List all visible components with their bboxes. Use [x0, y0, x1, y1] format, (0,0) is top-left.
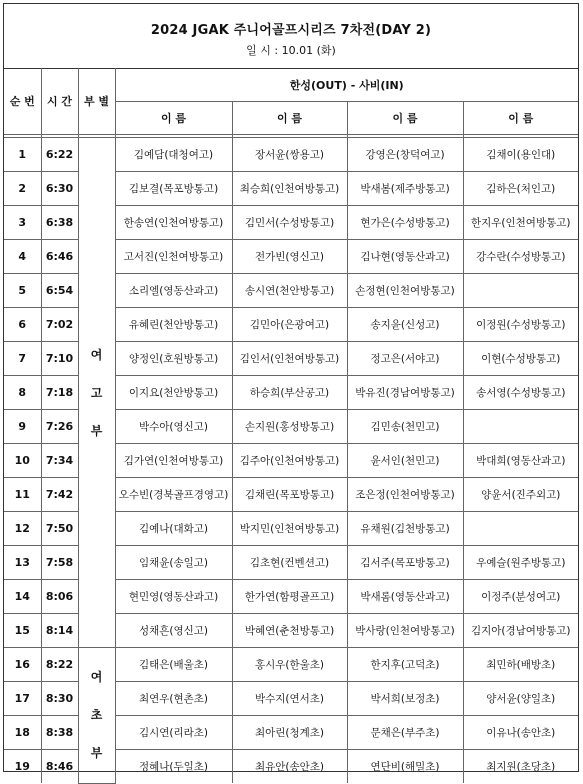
tee-time: 7:10 — [41, 342, 78, 376]
player-name: 김시연(리라초) — [115, 716, 232, 750]
player-name: 김가연(인천여방통고) — [115, 444, 232, 478]
tee-time: 7:18 — [41, 376, 78, 410]
player-name: 최승희(인천여방통고) — [232, 172, 347, 206]
player-name: 박새봄(제주방통고) — [347, 172, 463, 206]
player-name: 송서영(수성방통고) — [463, 376, 578, 410]
player-name: 김초현(컨벤션고) — [232, 546, 347, 580]
division-char: 여 — [90, 347, 103, 362]
name-header: 이 름 — [232, 102, 347, 135]
player-name: 장서윤(쌍용고) — [232, 138, 347, 172]
player-name: 박혜연(춘천방통고) — [232, 614, 347, 648]
tee-time: 7:34 — [41, 444, 78, 478]
player-name: 이유나(송안초) — [463, 716, 578, 750]
tee-time: 7:58 — [41, 546, 78, 580]
player-name: 김주아(인천여방통고) — [232, 444, 347, 478]
order-number: 2 — [4, 172, 41, 206]
player-name: 김민서(수성방통고) — [232, 206, 347, 240]
tee-time: 7:50 — [41, 512, 78, 546]
player-name: 송지윤(신성고) — [347, 308, 463, 342]
player-name: 김인서(인천여방통고) — [232, 342, 347, 376]
order-number: 8 — [4, 376, 41, 410]
player-name: 최지원(초당초) — [463, 750, 578, 784]
player-name: 김서주(목포방통고) — [347, 546, 463, 580]
player-name: 한지후(고덕초) — [347, 648, 463, 682]
player-name: 이지요(천안방통고) — [115, 376, 232, 410]
player-name — [463, 410, 578, 444]
player-name: 양서윤(양일초) — [463, 682, 578, 716]
division-char: 부 — [90, 423, 103, 438]
player-name: 최민하(배방초) — [463, 648, 578, 682]
order-number: 9 — [4, 410, 41, 444]
tee-time: 6:54 — [41, 274, 78, 308]
player-name: 이현(수성방통고) — [463, 342, 578, 376]
table-row — [4, 648, 578, 682]
player-name: 김나현(영동산과고) — [347, 240, 463, 274]
player-name: 성채흔(영신고) — [115, 614, 232, 648]
order-number: 16 — [4, 648, 41, 682]
order-number: 19 — [4, 750, 41, 784]
tee-time: 6:22 — [41, 138, 78, 172]
division-char: 여 — [90, 670, 103, 685]
division-girls-high — [78, 138, 115, 648]
player-name: 김지아(경남여방통고) — [463, 614, 578, 648]
name-header: 이 름 — [463, 102, 578, 135]
player-name: 하승희(부산공고) — [232, 376, 347, 410]
name-header: 이 름 — [347, 102, 463, 135]
player-name: 양정인(호원방통고) — [115, 342, 232, 376]
tee-time: 7:02 — [41, 308, 78, 342]
order-number: 4 — [4, 240, 41, 274]
header-row — [4, 68, 578, 102]
table-row — [4, 138, 578, 172]
player-name: 유혜린(천안방통고) — [115, 308, 232, 342]
player-name: 윤서인(천민고) — [347, 444, 463, 478]
player-name: 한지우(인천여방통고) — [463, 206, 578, 240]
order-number: 17 — [4, 682, 41, 716]
order-number: 12 — [4, 512, 41, 546]
player-name: 조은정(인천여방통고) — [347, 478, 463, 512]
col-order-header: 순 번 — [4, 68, 41, 135]
order-number: 18 — [4, 716, 41, 750]
order-number: 3 — [4, 206, 41, 240]
player-name: 전가빈(영신고) — [232, 240, 347, 274]
player-name: 김예나(대화고) — [115, 512, 232, 546]
player-name: 박지민(인천여방통고) — [232, 512, 347, 546]
division-char: 초 — [90, 708, 103, 723]
player-name — [463, 512, 578, 546]
division-girls-elementary — [78, 648, 115, 784]
division-char: 부 — [90, 746, 103, 761]
order-number: 11 — [4, 478, 41, 512]
tee-time-sheet — [3, 3, 579, 772]
order-number: 5 — [4, 274, 41, 308]
player-name: 김채이(용인대) — [463, 138, 578, 172]
player-name: 홍시우(한울초) — [232, 648, 347, 682]
order-number: 14 — [4, 580, 41, 614]
tee-time: 8:06 — [41, 580, 78, 614]
player-name: 손정현(인천여방통고) — [347, 274, 463, 308]
player-name — [463, 274, 578, 308]
tee-time: 7:42 — [41, 478, 78, 512]
player-name: 이정주(분성여고) — [463, 580, 578, 614]
player-name: 임채윤(송일고) — [115, 546, 232, 580]
tee-time: 8:46 — [41, 750, 78, 784]
name-header: 이 름 — [115, 102, 232, 135]
player-name: 문채은(부주초) — [347, 716, 463, 750]
tee-time-table — [4, 68, 578, 784]
tee-time: 8:30 — [41, 682, 78, 716]
tee-time: 8:14 — [41, 614, 78, 648]
tee-time: 8:22 — [41, 648, 78, 682]
player-name: 한송연(인천여방통고) — [115, 206, 232, 240]
player-name: 박새롬(영동산과고) — [347, 580, 463, 614]
player-name: 한가연(함평골프고) — [232, 580, 347, 614]
tee-time: 7:26 — [41, 410, 78, 444]
player-name: 김예담(대청여고) — [115, 138, 232, 172]
title-box — [4, 4, 578, 69]
event-date: 일 시 : 10.01 (화) — [246, 44, 336, 57]
tee-time: 6:38 — [41, 206, 78, 240]
player-name: 최아린(청계초) — [232, 716, 347, 750]
course-header: 한성(OUT) - 사비(IN) — [115, 68, 578, 102]
player-name: 박유진(경남여방통고) — [347, 376, 463, 410]
order-number: 10 — [4, 444, 41, 478]
player-name: 손지원(홍성방통고) — [232, 410, 347, 444]
player-name: 송시연(천안방통고) — [232, 274, 347, 308]
player-name: 박수아(영신고) — [115, 410, 232, 444]
player-name: 김민송(천민고) — [347, 410, 463, 444]
col-division-header: 부 별 — [78, 68, 115, 135]
player-name: 박대희(영동산과고) — [463, 444, 578, 478]
player-name: 최유안(송안초) — [232, 750, 347, 784]
player-name: 김태은(배울초) — [115, 648, 232, 682]
player-name: 양윤서(진주외고) — [463, 478, 578, 512]
player-name: 유채원(김천방통고) — [347, 512, 463, 546]
player-name: 박서희(보정초) — [347, 682, 463, 716]
order-number: 13 — [4, 546, 41, 580]
player-name: 강영은(창덕여고) — [347, 138, 463, 172]
tee-time: 8:38 — [41, 716, 78, 750]
col-time-header: 시 간 — [41, 68, 78, 135]
player-name: 김보결(목포방통고) — [115, 172, 232, 206]
player-name: 김민아(은광여고) — [232, 308, 347, 342]
order-number: 7 — [4, 342, 41, 376]
player-name: 이정원(수성방통고) — [463, 308, 578, 342]
player-name: 박수지(연서초) — [232, 682, 347, 716]
player-name: 소리엘(영동산과고) — [115, 274, 232, 308]
player-name: 김하은(처인고) — [463, 172, 578, 206]
player-name: 정고은(서야고) — [347, 342, 463, 376]
tee-time: 6:30 — [41, 172, 78, 206]
order-number: 15 — [4, 614, 41, 648]
player-name: 연단비(해밀초) — [347, 750, 463, 784]
player-name: 고서진(인천여방통고) — [115, 240, 232, 274]
page-title: 2024 JGAK 주니어골프시리즈 7차전(DAY 2) — [150, 23, 432, 38]
order-number: 1 — [4, 138, 41, 172]
player-name: 정혜나(두일초) — [115, 750, 232, 784]
player-name: 강수란(수성방통고) — [463, 240, 578, 274]
order-number: 6 — [4, 308, 41, 342]
player-name: 김채린(목포방통고) — [232, 478, 347, 512]
player-name: 우예슬(원주방통고) — [463, 546, 578, 580]
player-name: 오수빈(경북골프경영고) — [115, 478, 232, 512]
player-name: 현가은(수성방통고) — [347, 206, 463, 240]
division-char: 고 — [90, 385, 103, 400]
tee-time: 6:46 — [41, 240, 78, 274]
player-name: 최연우(현촌초) — [115, 682, 232, 716]
player-name: 현민영(영동산과고) — [115, 580, 232, 614]
player-name: 박사랑(인천여방통고) — [347, 614, 463, 648]
